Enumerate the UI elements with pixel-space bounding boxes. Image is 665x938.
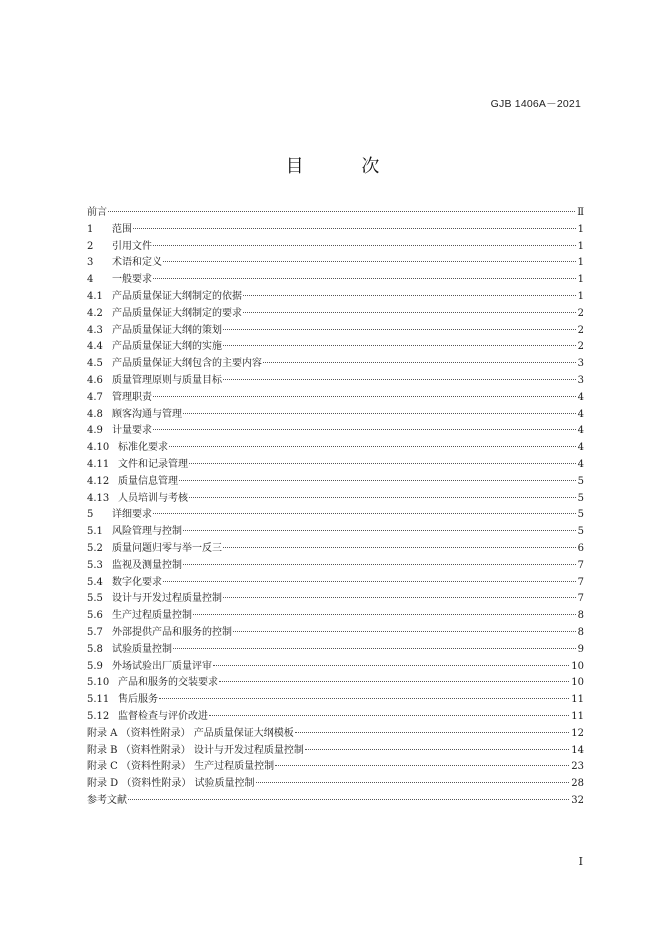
toc-entry-number: 5.7 bbox=[87, 626, 103, 638]
toc-entry-number: 5.6 bbox=[87, 610, 103, 622]
toc-entry[interactable] bbox=[87, 608, 584, 625]
toc-entry[interactable] bbox=[87, 709, 584, 726]
toc-entry[interactable] bbox=[87, 659, 584, 676]
toc-entry[interactable] bbox=[87, 759, 584, 776]
dot-leader bbox=[213, 664, 569, 666]
dot-leader bbox=[183, 529, 576, 531]
toc-entry[interactable] bbox=[87, 222, 584, 239]
toc-entry-page: 4 bbox=[577, 458, 584, 470]
toc-entry-label: 详细要求 bbox=[112, 509, 152, 521]
toc-entry[interactable] bbox=[87, 407, 584, 424]
toc-entry-label: 参考文献 bbox=[87, 794, 127, 806]
table-of-contents bbox=[87, 205, 584, 810]
toc-entry[interactable] bbox=[87, 390, 584, 407]
toc-entry-label: 风险管理与控制 bbox=[112, 526, 182, 538]
dot-leader bbox=[183, 563, 576, 565]
dot-leader bbox=[233, 630, 576, 632]
toc-entry-number: 5.2 bbox=[87, 542, 103, 554]
toc-entry-number: 5.12 bbox=[87, 710, 110, 722]
toc-entry-number: 3 bbox=[87, 257, 94, 269]
toc-entry-page: 5 bbox=[577, 492, 584, 504]
toc-entry-label: 管理职责 bbox=[112, 391, 152, 403]
dot-leader bbox=[223, 378, 576, 380]
dot-leader bbox=[153, 428, 576, 430]
toc-entry-number: 4.9 bbox=[87, 425, 103, 437]
toc-entry[interactable] bbox=[87, 776, 584, 793]
toc-entry[interactable] bbox=[87, 289, 584, 306]
toc-entry[interactable] bbox=[87, 541, 584, 558]
toc-entry-label: 产品质量保证大纲的实施 bbox=[112, 341, 222, 353]
toc-entry[interactable] bbox=[87, 323, 584, 340]
toc-entry-page: 3 bbox=[577, 374, 584, 386]
toc-entry-page: 8 bbox=[577, 626, 584, 638]
dot-leader bbox=[223, 344, 576, 346]
dot-leader bbox=[243, 311, 576, 313]
dot-leader bbox=[209, 714, 569, 716]
toc-entry-label: 术语和定义 bbox=[112, 257, 162, 269]
toc-entry-number: 1 bbox=[87, 223, 94, 235]
dot-leader bbox=[223, 596, 576, 598]
toc-entry-label: 生产过程质量控制 bbox=[112, 610, 192, 622]
toc-entry[interactable] bbox=[87, 255, 584, 272]
toc-entry[interactable] bbox=[87, 558, 584, 575]
toc-entry-label: 产品质量保证大纲制定的依据 bbox=[112, 290, 242, 302]
toc-entry[interactable] bbox=[87, 457, 584, 474]
toc-entry-label: 附录 B （资料性附录） 设计与开发过程质量控制 bbox=[87, 744, 304, 756]
toc-entry-page: 11 bbox=[571, 710, 584, 722]
toc-entry-number: 2 bbox=[87, 240, 94, 252]
toc-entry[interactable] bbox=[87, 373, 584, 390]
toc-entry-page: 28 bbox=[571, 778, 584, 790]
dot-leader bbox=[163, 260, 576, 262]
toc-entry-number: 5.9 bbox=[87, 660, 103, 672]
toc-entry[interactable] bbox=[87, 726, 584, 743]
toc-entry-page: 1 bbox=[577, 257, 584, 269]
toc-entry-page: 2 bbox=[577, 324, 584, 336]
toc-entry-label: 数字化要求 bbox=[112, 576, 162, 588]
toc-entry-number: 5.4 bbox=[87, 576, 103, 588]
toc-entry-label: 产品质量保证大纲制定的要求 bbox=[112, 307, 242, 319]
dot-leader bbox=[108, 210, 575, 212]
toc-entry-label: 引用文件 bbox=[112, 240, 152, 252]
toc-entry-page: 5 bbox=[577, 526, 584, 538]
toc-entry-number: 4.13 bbox=[87, 492, 110, 504]
toc-entry-label: 质量信息管理 bbox=[118, 475, 178, 487]
toc-entry-page: 5 bbox=[577, 509, 584, 521]
toc-entry-page: 23 bbox=[571, 761, 584, 773]
toc-entry-page: 4 bbox=[577, 408, 584, 420]
toc-entry-page: 1 bbox=[577, 274, 584, 286]
toc-entry-page: 11 bbox=[571, 694, 584, 706]
toc-entry[interactable] bbox=[87, 524, 584, 541]
toc-entry-page: Ⅱ bbox=[577, 207, 584, 218]
page-number: I bbox=[578, 855, 583, 868]
dot-leader bbox=[169, 445, 576, 447]
dot-leader bbox=[193, 613, 576, 615]
toc-entry-page: 2 bbox=[577, 341, 584, 353]
standard-code: GJB 1406A－2021 bbox=[490, 98, 581, 110]
dot-leader bbox=[305, 748, 569, 750]
toc-entry-page: 4 bbox=[577, 425, 584, 437]
toc-entry-number: 4.7 bbox=[87, 391, 103, 403]
toc-entry-label: 试验质量控制 bbox=[112, 643, 172, 655]
toc-entry-number: 4.10 bbox=[87, 442, 110, 454]
dot-leader bbox=[128, 798, 569, 800]
toc-entry-page: 14 bbox=[571, 744, 584, 756]
dot-leader bbox=[153, 395, 576, 397]
toc-entry-label: 计量要求 bbox=[112, 425, 152, 437]
toc-entry-number: 4.4 bbox=[87, 341, 103, 353]
toc-entry-label: 质量管理原则与质量目标 bbox=[112, 374, 222, 386]
toc-entry-page: 8 bbox=[577, 610, 584, 622]
toc-entry-page: 7 bbox=[577, 593, 584, 605]
toc-entry-label: 外部提供产品和服务的控制 bbox=[112, 626, 232, 638]
dot-leader bbox=[189, 462, 576, 464]
toc-entry-page: 3 bbox=[577, 358, 584, 370]
toc-entry-label: 范围 bbox=[112, 223, 132, 235]
dot-leader bbox=[133, 227, 576, 229]
toc-entry-label: 监督检查与评价改进 bbox=[118, 710, 208, 722]
toc-entry-number: 5 bbox=[87, 509, 94, 521]
toc-entry[interactable] bbox=[87, 692, 584, 709]
dot-leader bbox=[219, 680, 569, 682]
dot-leader bbox=[159, 697, 569, 699]
toc-entry-label: 质量问题归零与举一反三 bbox=[112, 542, 222, 554]
toc-entry-page: 5 bbox=[577, 475, 584, 487]
toc-entry[interactable] bbox=[87, 591, 584, 608]
toc-entry-page: 1 bbox=[577, 223, 584, 235]
toc-entry-page: 10 bbox=[571, 677, 584, 689]
dot-leader bbox=[243, 294, 576, 296]
toc-entry[interactable] bbox=[87, 306, 584, 323]
toc-entry-label: 外场试验出厂质量评审 bbox=[112, 660, 212, 672]
toc-entry-label: 人员培训与考核 bbox=[118, 492, 188, 504]
toc-entry-page: 9 bbox=[577, 643, 584, 655]
toc-entry[interactable] bbox=[87, 239, 584, 256]
toc-entry-label: 标准化要求 bbox=[118, 442, 168, 454]
toc-entry-number: 4 bbox=[87, 274, 94, 286]
toc-entry[interactable] bbox=[87, 575, 584, 592]
toc-entry-number: 5.10 bbox=[87, 677, 110, 689]
toc-entry-page: 4 bbox=[577, 391, 584, 403]
toc-entry-page: 2 bbox=[577, 307, 584, 319]
dot-leader bbox=[189, 496, 576, 498]
toc-entry-number: 5.11 bbox=[87, 694, 110, 706]
dot-leader bbox=[153, 512, 576, 514]
toc-entry[interactable] bbox=[87, 743, 584, 760]
toc-entry-page: 1 bbox=[577, 290, 584, 302]
toc-entry-label: 售后服务 bbox=[118, 694, 158, 706]
toc-entry-label: 设计与开发过程质量控制 bbox=[112, 593, 222, 605]
toc-entry-number: 4.3 bbox=[87, 324, 103, 336]
toc-entry-number: 4.5 bbox=[87, 358, 103, 370]
toc-entry[interactable] bbox=[87, 272, 584, 289]
toc-entry-page: 10 bbox=[571, 660, 584, 672]
toc-entry-label: 前言 bbox=[87, 207, 107, 218]
toc-entry-page: 1 bbox=[577, 240, 584, 252]
toc-entry-label: 附录 C （资料性附录） 生产过程质量控制 bbox=[87, 761, 275, 773]
page-title: 目 次 bbox=[285, 156, 406, 177]
dot-leader bbox=[295, 731, 570, 733]
dot-leader bbox=[183, 412, 576, 414]
toc-entry-page: 6 bbox=[577, 542, 584, 554]
dot-leader bbox=[179, 479, 576, 481]
toc-entry-number: 5.5 bbox=[87, 593, 103, 605]
dot-leader bbox=[153, 244, 576, 246]
toc-entry[interactable] bbox=[87, 423, 584, 440]
toc-entry[interactable] bbox=[87, 440, 584, 457]
toc-entry[interactable] bbox=[87, 205, 584, 222]
toc-entry-number: 4.11 bbox=[87, 458, 110, 470]
toc-entry-number: 4.12 bbox=[87, 475, 110, 487]
toc-entry[interactable] bbox=[87, 474, 584, 491]
toc-entry-number: 4.6 bbox=[87, 374, 103, 386]
toc-entry-label: 附录 A （资料性附录） 产品质量保证大纲模板 bbox=[87, 727, 294, 739]
toc-entry-number: 5.8 bbox=[87, 643, 103, 655]
dot-leader bbox=[263, 361, 576, 363]
toc-entry-label: 监视及测量控制 bbox=[112, 559, 182, 571]
toc-entry-number: 4.8 bbox=[87, 408, 103, 420]
toc-entry[interactable] bbox=[87, 793, 584, 810]
toc-entry-number: 5.3 bbox=[87, 559, 103, 571]
toc-entry-page: 4 bbox=[577, 442, 584, 454]
dot-leader bbox=[223, 328, 576, 330]
dot-leader bbox=[275, 764, 569, 766]
toc-entry-label: 一般要求 bbox=[112, 274, 152, 286]
toc-entry-page: 32 bbox=[571, 794, 584, 806]
toc-entry-page: 7 bbox=[577, 559, 584, 571]
toc-entry[interactable] bbox=[87, 356, 584, 373]
toc-entry-label: 产品质量保证大纲的策划 bbox=[112, 324, 222, 336]
toc-entry[interactable] bbox=[87, 491, 584, 508]
toc-entry[interactable] bbox=[87, 507, 584, 524]
toc-entry-number: 5.1 bbox=[87, 526, 103, 538]
dot-leader bbox=[223, 546, 576, 548]
toc-entry-label: 顾客沟通与管理 bbox=[112, 408, 182, 420]
dot-leader bbox=[173, 647, 576, 649]
toc-entry[interactable] bbox=[87, 339, 584, 356]
toc-entry-label: 产品和服务的交装要求 bbox=[118, 677, 218, 689]
toc-entry-label: 附录 D （资料性附录） 试验质量控制 bbox=[87, 778, 255, 790]
toc-entry-page: 7 bbox=[577, 576, 584, 588]
toc-entry-page: 12 bbox=[571, 727, 584, 739]
dot-leader bbox=[163, 580, 576, 582]
dot-leader bbox=[153, 277, 576, 279]
toc-entry[interactable] bbox=[87, 675, 584, 692]
toc-entry-label: 产品质量保证大纲包含的主要内容 bbox=[112, 358, 262, 370]
dot-leader bbox=[256, 781, 570, 783]
toc-entry-number: 4.1 bbox=[87, 290, 103, 302]
toc-entry-number: 4.2 bbox=[87, 307, 103, 319]
toc-entry[interactable] bbox=[87, 625, 584, 642]
toc-entry[interactable] bbox=[87, 642, 584, 659]
toc-entry-label: 文件和记录管理 bbox=[118, 458, 188, 470]
